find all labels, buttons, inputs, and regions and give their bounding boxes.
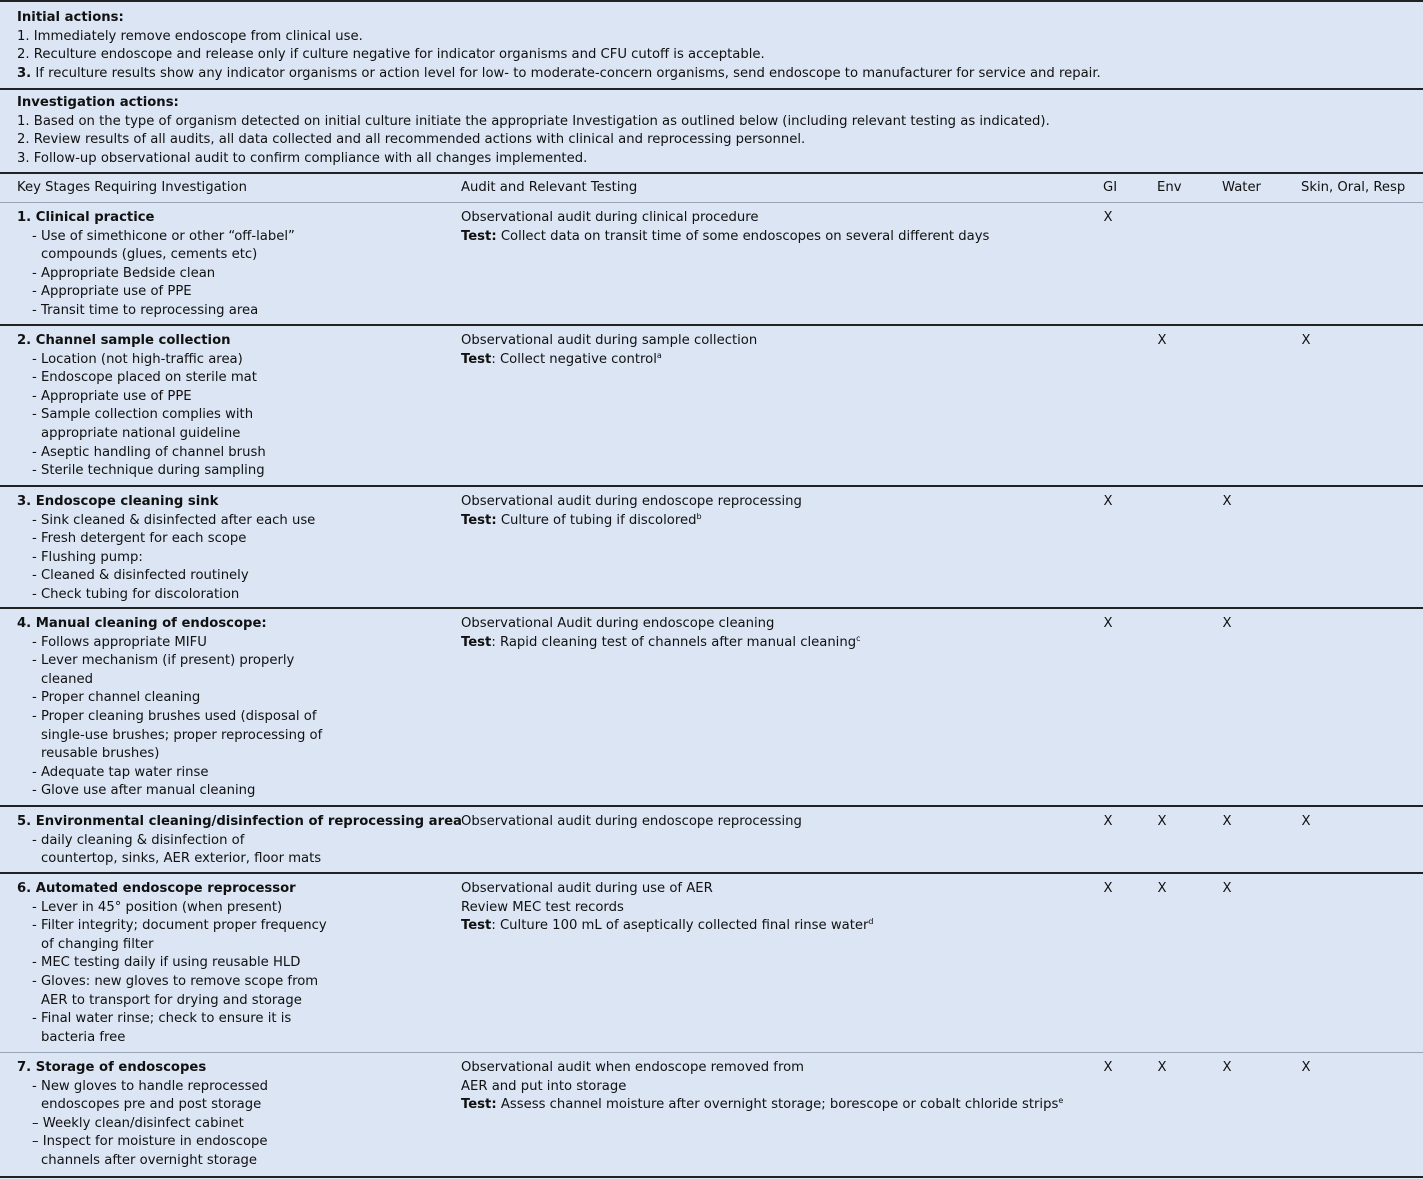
stage-bullet: - Follows appropriate MIFU — [32, 634, 207, 650]
mark-gi: X — [1103, 881, 1113, 896]
test-text — [461, 512, 702, 531]
header-key-stages: Key Stages Requiring Investigation — [17, 180, 247, 195]
stage-bullet: - Proper channel cleaning — [32, 690, 201, 706]
mark-skin: X — [1301, 333, 1311, 348]
stage-bullet: - Cleaned & disinfected routinely — [32, 568, 249, 584]
header-bottom-rule — [0, 202, 1423, 203]
header-audit-testing: Audit and Relevant Testing — [461, 180, 638, 195]
stage-bullet: - Transit time to reprocessing area — [32, 303, 259, 318]
mark-env: X — [1157, 814, 1167, 829]
test-label: Test — [461, 351, 492, 367]
footnote-marker: b — [696, 511, 702, 521]
stage-bullet: - Use of simethicone or other “off-label” — [32, 228, 295, 244]
stage-bullet: compounds (glues, cements etc) — [41, 247, 258, 263]
stage-title: 5. Environmental cleaning/disinfection of reprocessing area — [17, 814, 462, 829]
mark-water: X — [1222, 881, 1232, 896]
stage-bullet: - Fresh detergent for each scope — [32, 531, 247, 547]
test-text — [461, 1096, 1063, 1115]
stage-bullet: - Endoscope placed on sterile mat — [32, 370, 257, 386]
audit-text: Observational Audit during endoscope cleaning — [461, 616, 775, 631]
stage-bullet: reusable brushes) — [41, 746, 160, 762]
investigation-action-1: 1. Based on the type of organism detected on initial culture initiate the appropriate Investigation as outlined below (including relevant testing as indicated). — [17, 114, 1050, 129]
stage-bullet: - Glove use after manual cleaning — [32, 783, 256, 799]
mark-skin: X — [1301, 814, 1311, 829]
mark-gi: X — [1103, 814, 1113, 829]
top-rule — [0, 0, 1423, 2]
stage-bullet: - Location (not high-traffic area) — [32, 351, 243, 367]
investigation-actions-heading: Investigation actions: — [17, 95, 179, 110]
initial-action-3: 3. If reculture results show any indicator organisms or action level for low- to moderate-concern organisms, send endoscope to manufacturer for service and repair. — [17, 66, 1101, 81]
test-description: Collect data on transit time of some endoscopes on several different days — [496, 228, 990, 244]
stage-title: 6. Automated endoscope reprocessor — [17, 881, 296, 896]
test-description: Assess channel moisture after overnight storage; borescope or cobalt chloride strips — [496, 1097, 1059, 1113]
investigation-action-3: 3. Follow-up observational audit to confirm compliance with all changes implemented. — [17, 151, 588, 166]
footnote-marker: e — [1058, 1096, 1064, 1106]
stage-title: 2. Channel sample collection — [17, 333, 231, 348]
stage-bullet: - Check tubing for discoloration — [32, 587, 240, 602]
mark-skin: X — [1301, 1060, 1311, 1075]
row-rule-6 — [0, 1052, 1423, 1053]
stage-bullet: bacteria free — [41, 1029, 126, 1045]
mark-env: X — [1157, 881, 1167, 896]
test-description: : Culture 100 mL of aseptically collected final rinse water — [491, 918, 869, 934]
audit-text: Review MEC test records — [461, 899, 624, 915]
test-label: Test: — [461, 512, 497, 528]
stage-bullet: - Lever mechanism (if present) properly — [32, 653, 295, 669]
stage-bullet: - Sample collection complies with — [32, 407, 254, 423]
investigation-action-2: 2. Review results of all audits, all data collected and all recommended actions with clinical and reprocessing personnel. — [17, 132, 806, 147]
test-label: Test — [461, 634, 492, 650]
header-water: Water — [1222, 180, 1261, 195]
row-rule-2 — [0, 485, 1423, 487]
test-label: Test: — [461, 1097, 497, 1113]
stage-bullet: – Weekly clean/disinfect cabinet — [32, 1115, 244, 1131]
initial-action-3-number: 3. — [17, 66, 32, 81]
stage-bullet: endoscopes pre and post storage — [41, 1097, 262, 1113]
header-skin-oral-resp: Skin, Oral, Resp — [1301, 180, 1406, 195]
initial-action-1: 1. Immediately remove endoscope from clinical use. — [17, 29, 363, 44]
mark-water: X — [1222, 616, 1232, 631]
mark-gi: X — [1103, 494, 1113, 509]
test-text — [461, 351, 662, 370]
stage-title: 1. Clinical practice — [17, 210, 155, 225]
stage-bullet: single-use brushes; proper reprocessing of — [41, 727, 323, 743]
stage-bullet: - MEC testing daily if using reusable HLD — [32, 955, 301, 971]
stage-bullet: - Appropriate use of PPE — [32, 284, 192, 300]
test-text — [461, 917, 873, 936]
audit-text: Observational audit during endoscope reprocessing — [461, 494, 802, 509]
audit-text: Observational audit when endoscope removed from — [461, 1060, 804, 1075]
stage-bullet: - Proper cleaning brushes used (disposal of — [32, 709, 317, 724]
mark-env: X — [1157, 333, 1167, 348]
mark-water: X — [1222, 494, 1232, 509]
stage-bullet: - New gloves to handle reprocessed — [32, 1078, 268, 1094]
test-label: Test — [461, 918, 492, 934]
initial-actions-heading: Initial actions: — [17, 10, 124, 25]
section-rule — [0, 88, 1423, 90]
row-rule-5 — [0, 872, 1423, 874]
audit-text: Observational audit during endoscope reprocessing — [461, 814, 802, 829]
mark-gi: X — [1103, 210, 1113, 225]
stage-bullet: - Appropriate use of PPE — [32, 388, 192, 404]
stage-bullet: cleaned — [41, 671, 93, 687]
stage-bullet: - Sink cleaned & disinfected after each use — [32, 512, 316, 528]
row-rule-1 — [0, 324, 1423, 326]
stage-bullet: - daily cleaning & disinfection of — [32, 832, 245, 848]
footnote-marker: a — [656, 350, 662, 360]
stage-bullet: - Flushing pump: — [32, 549, 143, 565]
stage-bullet: channels after overnight storage — [41, 1153, 258, 1168]
test-description: : Collect negative control — [491, 351, 657, 367]
stage-bullet: appropriate national guideline — [41, 426, 241, 441]
audit-text: AER and put into storage — [461, 1078, 627, 1094]
test-text — [461, 228, 989, 247]
row-rule-3 — [0, 607, 1423, 609]
header-gi: GI — [1103, 180, 1118, 195]
footnote-marker: d — [868, 917, 874, 927]
audit-text: Observational audit during sample collection — [461, 333, 758, 348]
mark-env: X — [1157, 1060, 1167, 1075]
mark-water: X — [1222, 814, 1232, 829]
stage-bullet: of changing filter — [41, 936, 154, 952]
stage-bullet: - Appropriate Bedside clean — [32, 265, 216, 281]
stage-bullet: - Filter integrity; document proper frequency — [32, 918, 327, 934]
stage-bullet: – Inspect for moisture in endoscope — [32, 1134, 268, 1150]
bottom-rule — [0, 1176, 1423, 1178]
stage-bullet: - Sterile technique during sampling — [32, 463, 265, 479]
stage-title: 4. Manual cleaning of endoscope: — [17, 616, 267, 631]
stage-bullet: countertop, sinks, AER exterior, floor mats — [41, 851, 322, 867]
stage-bullet: - Final water rinse; check to ensure it is — [32, 1011, 292, 1027]
initial-action-2: 2. Reculture endoscope and release only if culture negative for indicator organisms and CFU cutoff is acceptable. — [17, 47, 765, 62]
test-description: Culture of tubing if discolored — [496, 512, 697, 528]
stage-bullet: - Adequate tap water rinse — [32, 764, 209, 780]
stage-bullet: - Lever in 45° position (when present) — [32, 899, 283, 915]
stage-bullet: - Aseptic handling of channel brush — [32, 444, 266, 460]
audit-text: Observational audit during use of AER — [461, 881, 713, 896]
footnote-marker: c — [856, 633, 861, 643]
header-env: Env — [1157, 180, 1182, 195]
mark-water: X — [1222, 1060, 1232, 1075]
stage-title: 7. Storage of endoscopes — [17, 1060, 207, 1075]
stage-bullet: - Gloves: new gloves to remove scope from — [32, 974, 319, 989]
row-rule-4 — [0, 805, 1423, 807]
mark-gi: X — [1103, 616, 1113, 631]
stage-bullet: AER to transport for drying and storage — [41, 992, 302, 1008]
test-description: : Rapid cleaning test of channels after manual cleaning — [491, 634, 857, 650]
test-text — [461, 634, 861, 653]
mark-gi: X — [1103, 1060, 1113, 1075]
audit-text: Observational audit during clinical procedure — [461, 210, 759, 225]
header-top-rule — [0, 172, 1423, 174]
test-label: Test: — [461, 228, 497, 244]
stage-title: 3. Endoscope cleaning sink — [17, 494, 219, 509]
